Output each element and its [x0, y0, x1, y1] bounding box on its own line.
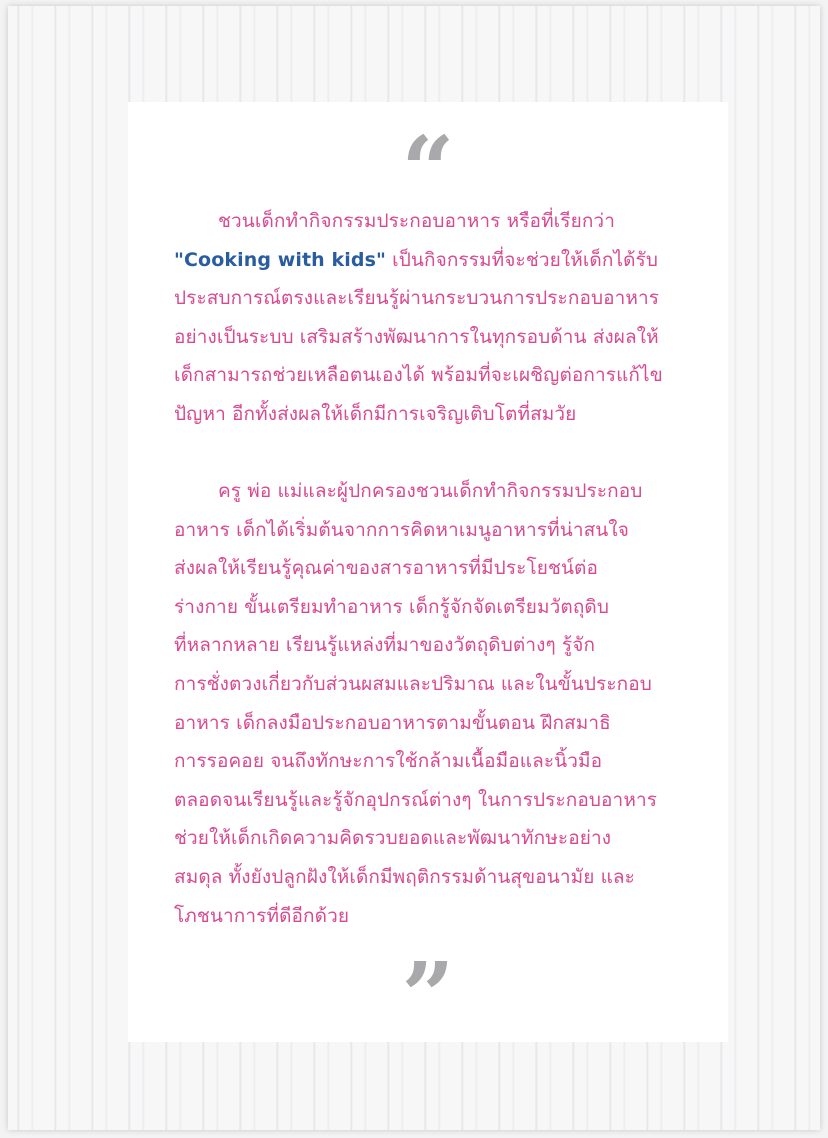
text-line: ครู พ่อ แม่และผู้ปกครองชวนเด็กทำกิจกรรมประกอบ [218, 480, 643, 502]
text-line: ชวนเด็กทำกิจกรรมประกอบอาหาร หรือที่เรียกว่า [218, 210, 615, 232]
text-line: ช่วยให้เด็กเกิดความคิดรวบยอดและพัฒนาทักษะอย่าง [174, 827, 612, 850]
text-line: การรอคอย จนถึงทักษะการใช้กล้ามเนื้อมือและนิ้วมือ [174, 750, 603, 773]
text-line: การชั่งตวงเกี่ยวกับส่วนผสมและปริมาณ และในขั้นประกอบ [174, 672, 652, 695]
text-line: เด็กสามารถช่วยเหลือตนเองได้ พร้อมที่จะเผชิญต่อการแก้ไข [174, 364, 663, 387]
text-line: ประสบการณ์ตรงและเรียนรู้ผ่านกระบวนการประกอบอาหาร [174, 287, 660, 310]
paragraph-intro [174, 202, 688, 434]
text-line: ตลอดจนเรียนรู้และรู้จักอุปกรณ์ต่างๆ ในการประกอบอาหาร [174, 788, 658, 811]
text-line: อย่างเป็นระบบ เสริมสร้างพัฒนาการในทุกรอบด้าน ส่งผลให้ [174, 325, 659, 348]
quote-card [128, 102, 728, 1050]
text-fragment: เป็นกิจกรรมที่จะช่วยให้เด็กได้รับ [386, 248, 659, 271]
text-line: อาหาร เด็กได้เริ่มต้นจากการคิดหาเมนูอาหารที่น่าสนใจ [174, 518, 629, 541]
text-line: ที่หลากหลาย เรียนรู้แหล่งที่มาของวัตถุดิบต่างๆ รู้จัก [174, 634, 596, 657]
text-line: อาหาร เด็กลงมือประกอบอาหารตามขั้นตอน ฝึกสมาธิ [174, 711, 611, 734]
text-line: ปัญหา อีกทั้งส่งผลให้เด็กมีการเจริญเติบโตที่สมวัย [174, 402, 577, 425]
wood-background [8, 6, 820, 1130]
close-quote-icon: ” [401, 942, 455, 1050]
paragraph-activities [174, 472, 688, 935]
text-line [174, 241, 688, 280]
text-line: สมดุล ทั้งยังปลูกฝังให้เด็กมีพฤติกรรมด้านสุขอนามัย และ [174, 865, 635, 888]
text-line: ส่งผลให้เรียนรู้คุณค่าของสารอาหารที่มีประโยชน์ต่อ [174, 557, 599, 580]
text-line: โภชนาการที่ดีอีกด้วย [174, 904, 350, 927]
text-line: ร่างกาย ขั้นเตรียมทำอาหาร เด็กรู้จักจัดเตรียมวัตถุดิบ [174, 595, 610, 618]
open-quote-icon: “ [401, 116, 455, 224]
highlight-phrase: "Cooking with kids" [174, 248, 386, 271]
